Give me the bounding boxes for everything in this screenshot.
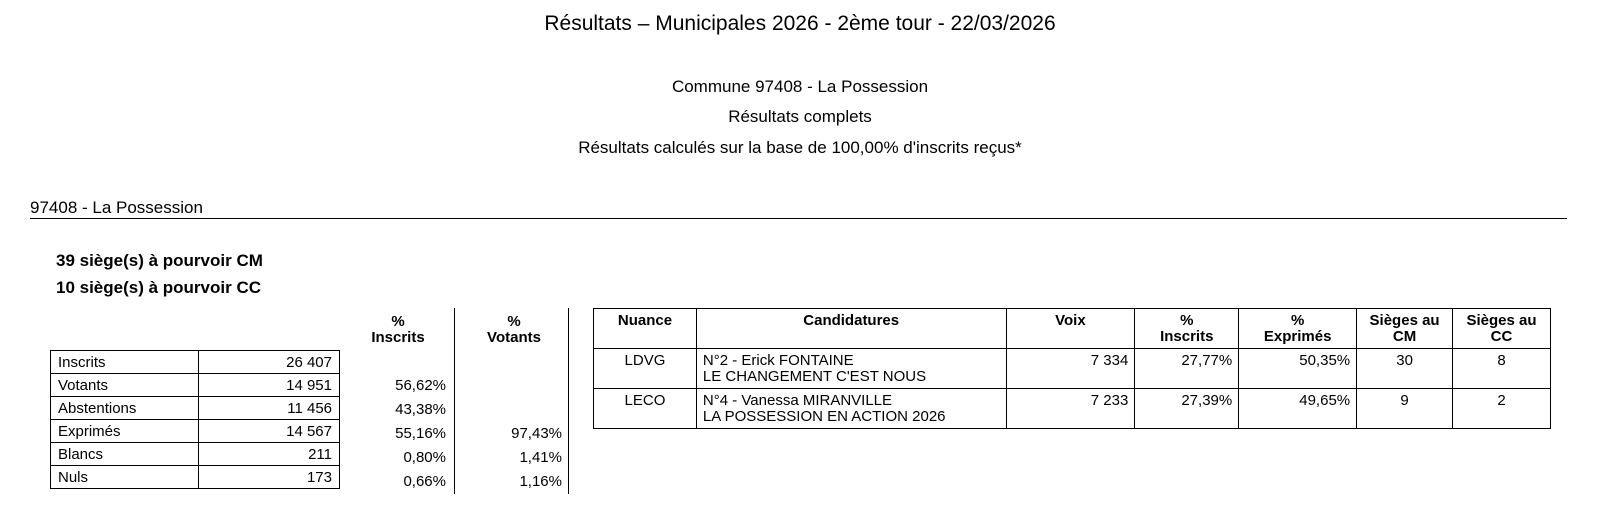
pct-inscrits-cell: 27,77% [1135, 349, 1239, 389]
voix-cell: 7 233 [1006, 389, 1135, 429]
stats-header-pct-votants [474, 314, 554, 346]
nuance-cell: LECO [594, 389, 697, 429]
stats-pct-inscrits: 55,16% [395, 425, 446, 442]
stats-label: Nuls [51, 466, 199, 489]
pct-inscrits-cell: 27,39% [1135, 389, 1239, 429]
header-pct-exprimes [1239, 309, 1357, 349]
stats-value: 11 456 [199, 397, 340, 420]
table-row [51, 420, 340, 443]
header-sieges-cm-line2: CM [1392, 328, 1417, 345]
stats-value: 14 951 [199, 374, 340, 397]
sieges-cm-cell: 30 [1357, 349, 1453, 389]
stats-value: 211 [199, 443, 340, 466]
stats-pct-inscrits: 43,38% [395, 401, 446, 418]
header-pct-exprimes-line2: Exprimés [1263, 328, 1332, 345]
header-sieges-cm [1357, 309, 1453, 349]
header-sieges-cc-line1: Sièges au [1466, 312, 1537, 329]
list-name: LE CHANGEMENT C'EST NOUS [702, 368, 927, 385]
header-nuance: Nuance [594, 309, 697, 349]
results-table [593, 308, 1551, 429]
stats-pct-votants: 97,43% [511, 425, 562, 442]
section-heading [30, 198, 1567, 219]
results-basis: Résultats calculés sur la base de 100,00% d'inscrits reçus* [578, 138, 1022, 157]
header-pct-inscrits-line1: % [1180, 312, 1194, 329]
results-header-row [594, 309, 1551, 349]
sieges-cc-cell: 2 [1453, 389, 1551, 429]
header-sieges-cc-line2: CC [1490, 328, 1513, 345]
pct-exprimes-cell: 49,65% [1239, 389, 1357, 429]
stats-label: Exprimés [51, 420, 199, 443]
list-name: LA POSSESSION EN ACTION 2026 [702, 408, 946, 425]
stats-pct-votants: 1,16% [519, 473, 562, 490]
stats-value: 173 [199, 466, 340, 489]
stats-divider-1 [454, 308, 455, 494]
stats-value: 14 567 [199, 420, 340, 443]
stats-header-pct-votants-line2: Votants [487, 329, 541, 346]
voix-cell: 7 334 [1006, 349, 1135, 389]
stats-label: Abstentions [51, 397, 199, 420]
table-row [594, 389, 1551, 429]
header-sieges-cm-line1: Sièges au [1369, 312, 1440, 329]
stats-label: Blancs [51, 443, 199, 466]
header-pct-inscrits [1135, 309, 1239, 349]
pct-exprimes-cell: 50,35% [1239, 349, 1357, 389]
table-row [51, 397, 340, 420]
stats-pct-votants [462, 350, 562, 374]
stats-header-pct-inscrits [360, 314, 436, 346]
header-pct-exprimes-line1: % [1291, 312, 1305, 329]
header-voix: Voix [1006, 309, 1135, 349]
results-status: Résultats complets [728, 107, 872, 126]
stats-pct-votants: 1,41% [519, 449, 562, 466]
stats-pct-votants [462, 398, 562, 422]
stats-pct-inscrits [350, 350, 446, 374]
seats-cc: 10 siège(s) à pourvoir CC [56, 278, 262, 297]
page-title: Résultats – Municipales 2026 - 2ème tour - 22/03/2026 [544, 12, 1056, 35]
table-row [51, 466, 340, 489]
stats-label: Inscrits [51, 351, 199, 374]
stats-pct-votants [462, 374, 562, 398]
table-row [51, 374, 340, 397]
stats-label: Votants [51, 374, 199, 397]
stats-divider-2 [568, 308, 569, 494]
table-row [51, 351, 340, 374]
section-label: 97408 - La Possession [30, 198, 203, 217]
header-candidatures: Candidatures [696, 309, 1006, 349]
header-pct-inscrits-line2: Inscrits [1160, 328, 1214, 345]
stats-value: 26 407 [199, 351, 340, 374]
seats-cm: 39 siège(s) à pourvoir CM [56, 251, 263, 270]
stats-pct-inscrits: 0,80% [403, 449, 446, 466]
table-row [594, 349, 1551, 389]
candidate-name: N°4 - Vanessa MIRANVILLE [702, 392, 893, 409]
candidate-name: N°2 - Erick FONTAINE [702, 352, 854, 369]
stats-header-pct-inscrits-line1: % [391, 313, 405, 330]
stats-header-pct-inscrits-line2: Inscrits [371, 329, 425, 346]
candidature-cell [696, 349, 1006, 389]
commune-name: Commune 97408 - La Possession [671, 77, 929, 96]
table-row [51, 443, 340, 466]
stats-table [50, 350, 340, 489]
candidature-cell [696, 389, 1006, 429]
stats-pct-inscrits: 56,62% [395, 377, 446, 394]
nuance-cell: LDVG [594, 349, 697, 389]
header-sieges-cc [1453, 309, 1551, 349]
sieges-cm-cell: 9 [1357, 389, 1453, 429]
stats-pct-inscrits: 0,66% [403, 473, 446, 490]
sieges-cc-cell: 8 [1453, 349, 1551, 389]
stats-header-pct-votants-line1: % [507, 313, 521, 330]
